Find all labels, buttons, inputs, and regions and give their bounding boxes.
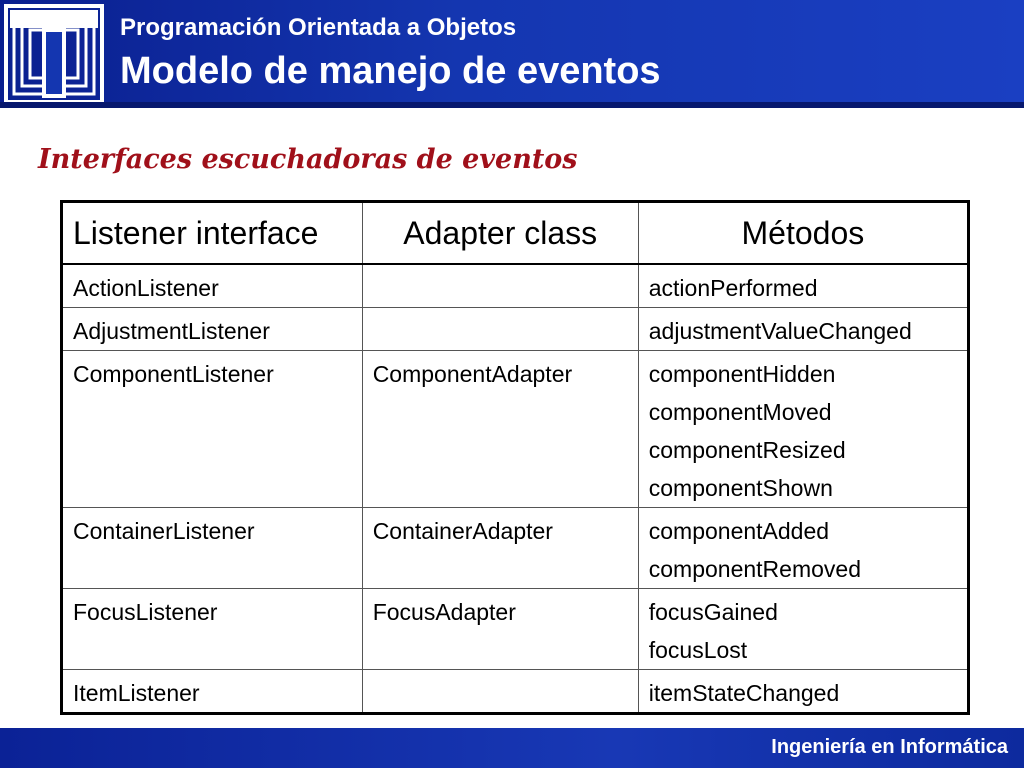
table-header-row bbox=[62, 202, 969, 265]
column-header-adapter: Adapter class bbox=[362, 202, 638, 265]
adapter-cell: ContainerAdapter bbox=[362, 508, 638, 589]
listener-cell: FocusListener bbox=[62, 589, 363, 670]
table-row bbox=[62, 508, 969, 589]
adapter-cell: ComponentAdapter bbox=[362, 351, 638, 508]
table-row bbox=[62, 308, 969, 351]
adapter-cell bbox=[362, 264, 638, 308]
methods-cell: actionPerformed bbox=[638, 264, 968, 308]
slide-header bbox=[0, 0, 1024, 108]
footer-text: Ingeniería en Informática bbox=[771, 736, 1008, 758]
listener-cell: ComponentListener bbox=[62, 351, 363, 508]
header-subtitle: Programación Orientada a Objetos bbox=[120, 14, 517, 41]
methods-cell: componentAdded componentRemoved bbox=[638, 508, 968, 589]
adapter-cell bbox=[362, 308, 638, 351]
slide-footer bbox=[0, 728, 1024, 768]
listener-cell: ItemListener bbox=[62, 670, 363, 714]
table-row bbox=[62, 670, 969, 714]
section-heading: Interfaces escuchadoras de eventos bbox=[38, 144, 578, 175]
table-row bbox=[62, 351, 969, 508]
listener-cell: ContainerListener bbox=[62, 508, 363, 589]
methods-cell: itemStateChanged bbox=[638, 670, 968, 714]
listener-table-container bbox=[60, 200, 970, 715]
table-row bbox=[62, 264, 969, 308]
adapter-cell bbox=[362, 670, 638, 714]
methods-cell: focusGained focusLost bbox=[638, 589, 968, 670]
page-title: Modelo de manejo de eventos bbox=[120, 50, 661, 92]
listener-cell: AdjustmentListener bbox=[62, 308, 363, 351]
listener-cell: ActionListener bbox=[62, 264, 363, 308]
institute-logo-icon bbox=[4, 4, 104, 104]
column-header-methods: Métodos bbox=[638, 202, 968, 265]
table-row bbox=[62, 589, 969, 670]
methods-cell: componentHidden componentMoved componentResized componentShown bbox=[638, 351, 968, 508]
methods-cell: adjustmentValueChanged bbox=[638, 308, 968, 351]
adapter-cell: FocusAdapter bbox=[362, 589, 638, 670]
column-header-listener: Listener interface bbox=[62, 202, 363, 265]
listener-table bbox=[60, 200, 970, 715]
